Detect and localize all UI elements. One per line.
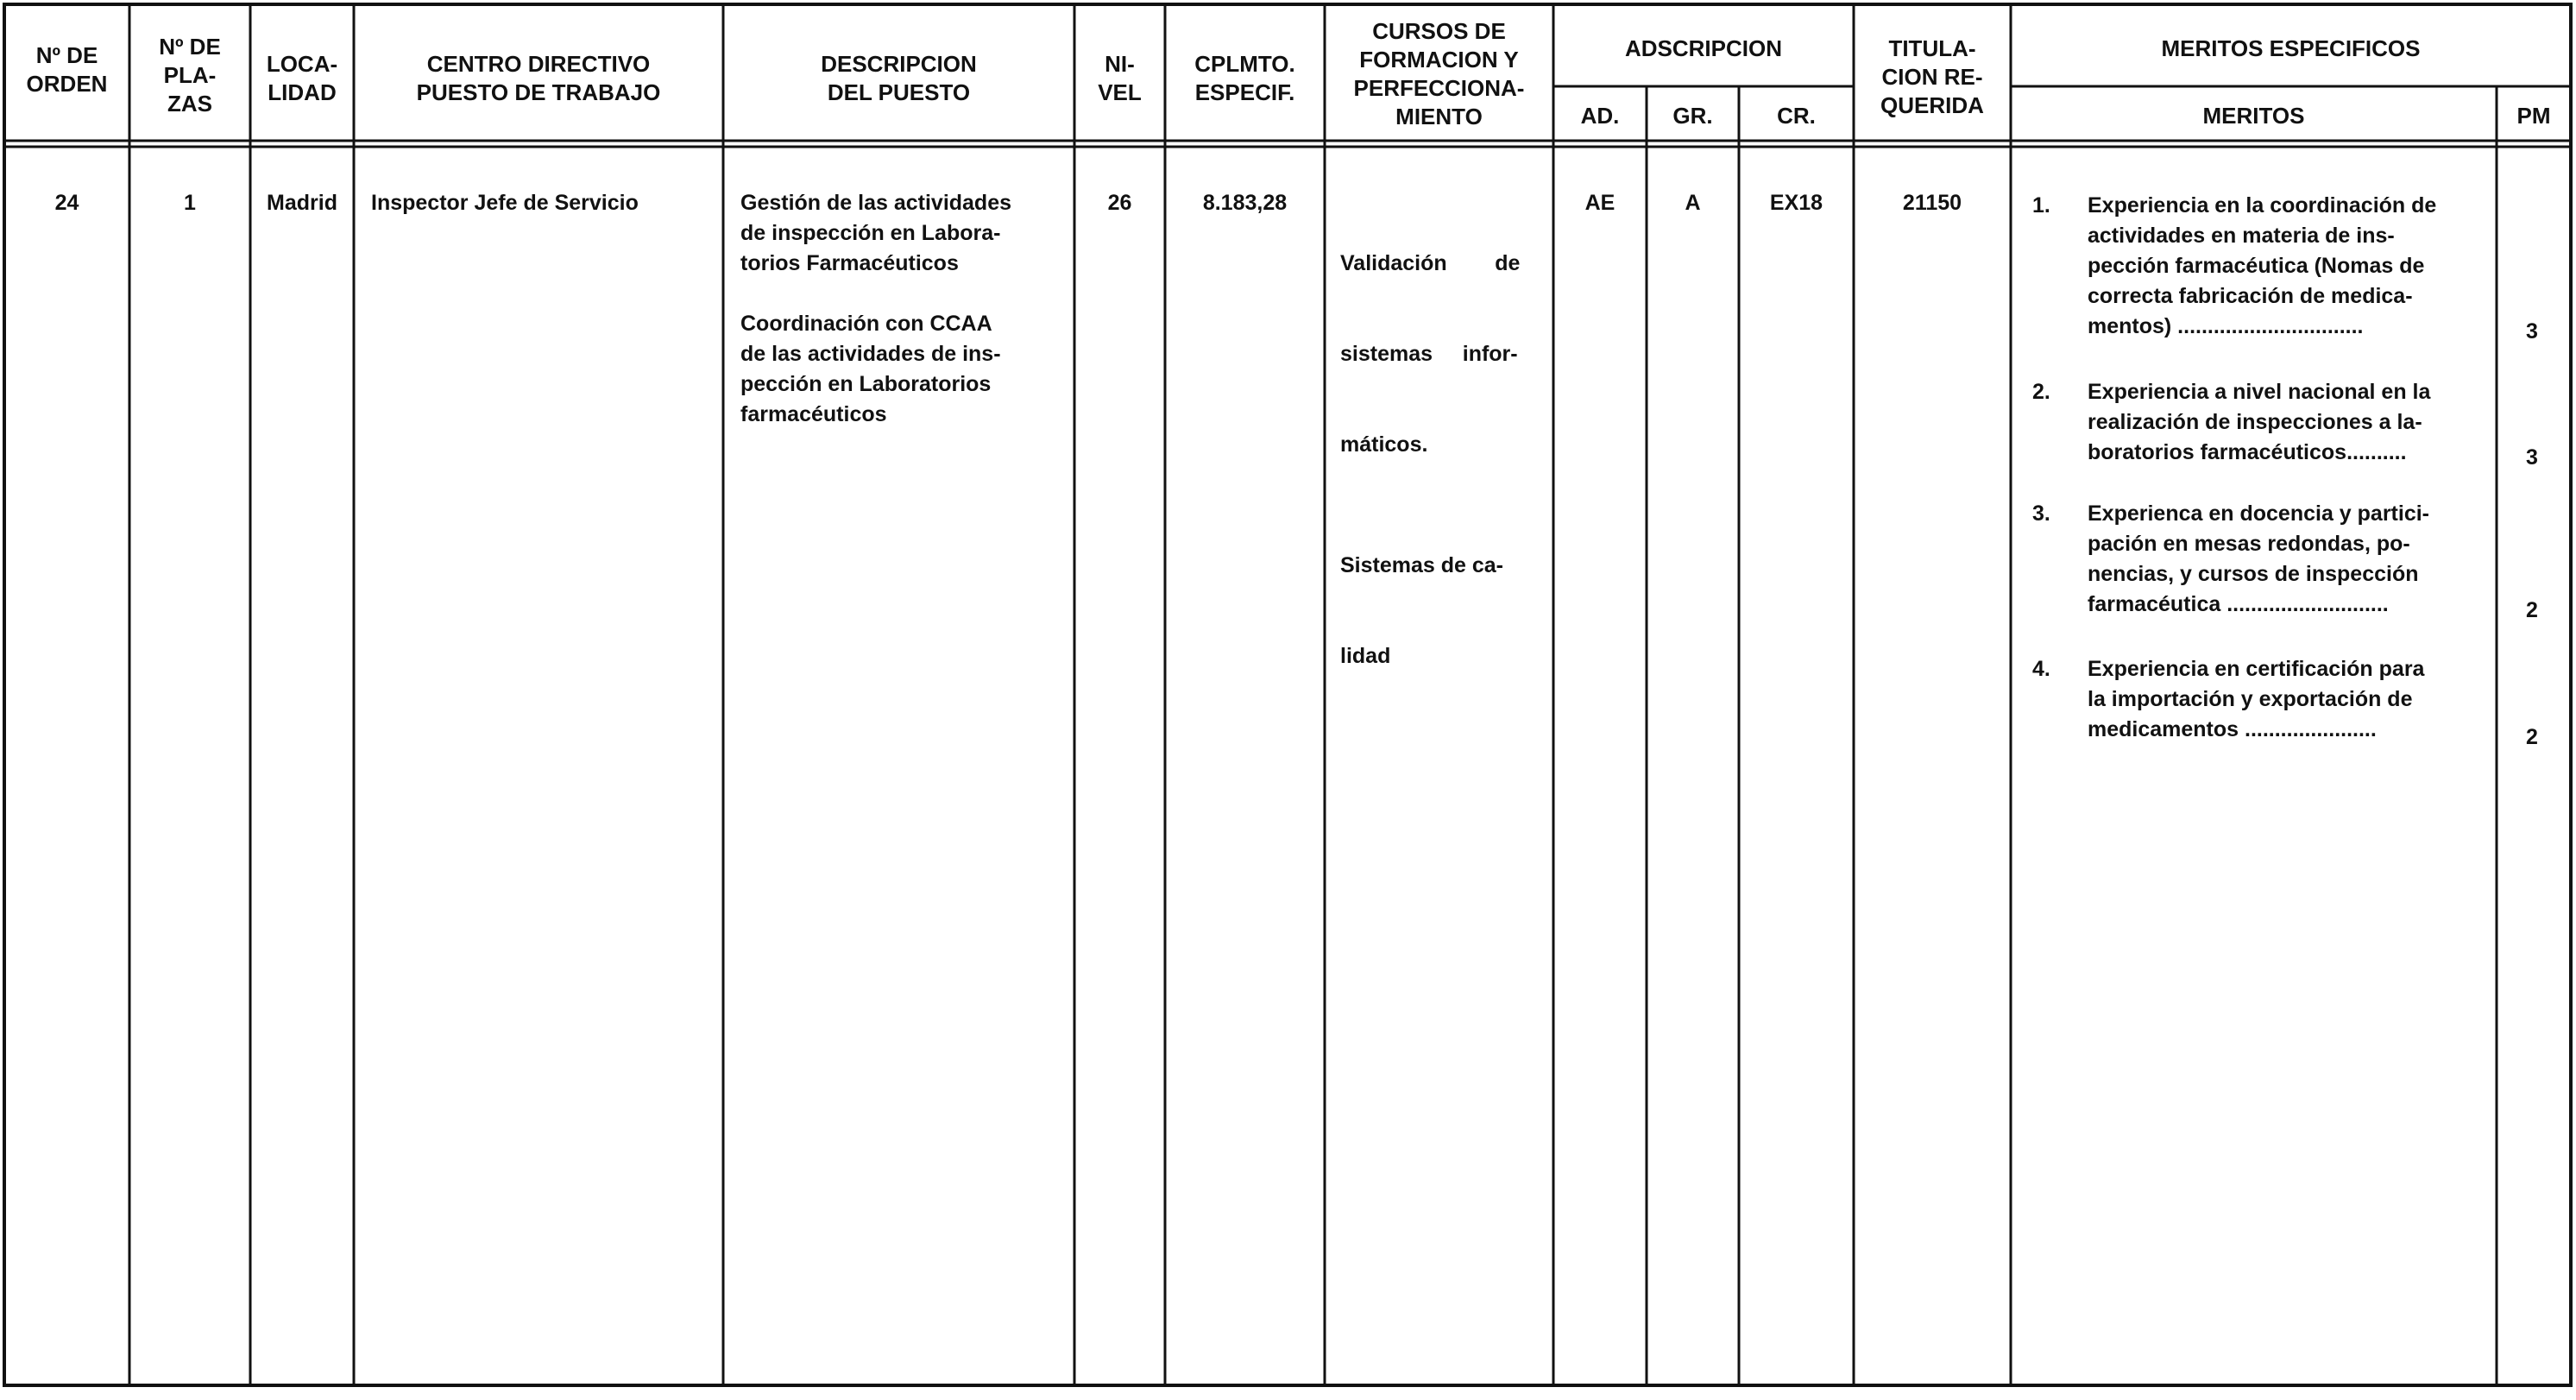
- cell-ad: AE: [1584, 191, 1616, 215]
- merit-pm: 3: [2526, 319, 2538, 344]
- header-localidad-line: LOCA-: [266, 51, 338, 77]
- header-orden-line: Nº DE: [35, 42, 98, 68]
- header-cursos-line: CURSOS DE: [1372, 18, 1506, 44]
- header-meritos: MERITOS: [2202, 103, 2305, 129]
- merit-pm: 2: [2526, 725, 2538, 749]
- header-titulacion-line: CION RE-: [1881, 64, 1983, 90]
- merit-line: actividades en materia de ins-: [2088, 224, 2395, 248]
- cursos-line: lidad: [1340, 644, 1391, 668]
- header-centro-line: CENTRO DIRECTIVO: [426, 51, 651, 77]
- merit-line: Experiencia en la coordinación de: [2088, 193, 2437, 218]
- merit-pm: 3: [2526, 445, 2538, 470]
- cell-localidad: Madrid: [267, 191, 337, 215]
- merit-number: 4.: [2032, 657, 2050, 681]
- merit-line: la importación y exportación de: [2088, 687, 2413, 711]
- descripcion-line: Gestión de las actividades: [740, 191, 1012, 215]
- cursos-line: Validación de: [1340, 251, 1521, 275]
- cell-plazas: 1: [184, 191, 196, 215]
- cell-gr: A: [1685, 191, 1701, 215]
- cursos-line: máticos.: [1340, 432, 1428, 457]
- merit-number: 3.: [2032, 501, 2050, 526]
- merit-line: realización de inspecciones a la-: [2088, 410, 2422, 434]
- merit-number: 1.: [2032, 193, 2050, 218]
- cursos-line: sistemas infor-: [1340, 342, 1518, 366]
- cell-nivel: 26: [1107, 191, 1132, 215]
- header-nivel-line: NI-: [1105, 51, 1135, 77]
- header-titulacion-line: QUERIDA: [1880, 92, 1984, 118]
- cell-centro: Inspector Jefe de Servicio: [371, 191, 639, 215]
- header-plazas-line: Nº DE: [159, 34, 221, 60]
- header-plazas-line: PLA-: [163, 62, 217, 88]
- header-cursos: [1325, 17, 1553, 131]
- header-centro: [354, 50, 723, 107]
- cursos-line: Sistemas de ca-: [1340, 553, 1503, 577]
- header-nivel: [1074, 50, 1165, 107]
- header-plazas: [129, 33, 250, 118]
- header-adscripcion: ADSCRIPCION: [1624, 35, 1782, 61]
- cell-titulacion: 21150: [1902, 191, 1962, 215]
- merit-line: medicamentos ......................: [2088, 717, 2377, 741]
- header-plazas-line: ZAS: [167, 91, 212, 117]
- merit-pm: 2: [2526, 598, 2538, 622]
- header-descripcion: [723, 50, 1074, 107]
- merit-line: farmacéutica ...........................: [2088, 592, 2389, 616]
- merit-line: correcta fabricación de medica-: [2088, 284, 2413, 308]
- merit-text: [2088, 499, 2485, 620]
- merit-line: nencias, y cursos de inspección: [2088, 562, 2419, 586]
- cell-descripcion: [740, 188, 1068, 430]
- descripcion-paragraph: [740, 188, 1068, 279]
- header-nivel-line: VEL: [1098, 79, 1142, 105]
- cell-cursos: [1340, 188, 1547, 702]
- descripcion-paragraph: [740, 309, 1068, 430]
- header-ad: AD.: [1580, 103, 1620, 129]
- descripcion-line: Coordinación con CCAA: [740, 312, 992, 336]
- header-localidad-line: LIDAD: [268, 79, 337, 105]
- header-localidad: [250, 50, 354, 107]
- header-pm: PM: [2516, 103, 2551, 129]
- descripcion-line: farmacéuticos: [740, 402, 887, 426]
- cell-orden: 24: [54, 191, 79, 215]
- merit-text: [2088, 377, 2485, 468]
- header-cursos-line: PERFECCIONA-: [1353, 75, 1525, 101]
- merit-line: Experiencia a nivel nacional en la: [2088, 380, 2431, 404]
- merit-number: 2.: [2032, 380, 2050, 404]
- cell-cr: EX18: [1769, 191, 1823, 215]
- header-orden: [4, 41, 129, 98]
- header-cursos-line: FORMACION Y: [1359, 47, 1519, 73]
- header-cr: CR.: [1777, 103, 1816, 129]
- descripcion-line: torios Farmacéuticos: [740, 251, 959, 275]
- header-cursos-line: MIENTO: [1395, 104, 1483, 129]
- header-descripcion-line: DESCRIPCION: [821, 51, 977, 77]
- header-cplmto-line: CPLMTO.: [1194, 51, 1295, 77]
- descripcion-line: pección en Laboratorios: [740, 372, 992, 396]
- cell-cplmto: 8.183,28: [1202, 191, 1288, 215]
- header-cplmto: [1165, 50, 1325, 107]
- merit-text: [2088, 654, 2485, 745]
- descripcion-line: de las actividades de ins-: [740, 342, 1001, 366]
- merit-line: pección farmacéutica (Nomas de: [2088, 254, 2425, 278]
- header-titulacion-line: TITULA-: [1888, 35, 1976, 61]
- header-titulacion: [1854, 35, 2011, 120]
- header-cplmto-line: ESPECIF.: [1194, 79, 1295, 105]
- header-gr: GR.: [1672, 103, 1713, 129]
- merit-line: boratorios farmacéuticos..........: [2088, 440, 2407, 464]
- header-descripcion-line: DEL PUESTO: [827, 79, 971, 105]
- descripcion-line: de inspección en Labora-: [740, 221, 1001, 245]
- merit-line: pación en mesas redondas, po-: [2088, 532, 2410, 556]
- header-orden-line: ORDEN: [26, 71, 108, 97]
- merit-line: mentos) ...............................: [2088, 314, 2364, 338]
- merit-text: [2088, 191, 2485, 342]
- header-centro-line: PUESTO DE TRABAJO: [416, 79, 661, 105]
- merit-line: Experienca en docencia y partici-: [2088, 501, 2429, 526]
- merit-line: Experiencia en certificación para: [2088, 657, 2425, 681]
- header-meritos-especificos: MERITOS ESPECIFICOS: [2161, 35, 2421, 61]
